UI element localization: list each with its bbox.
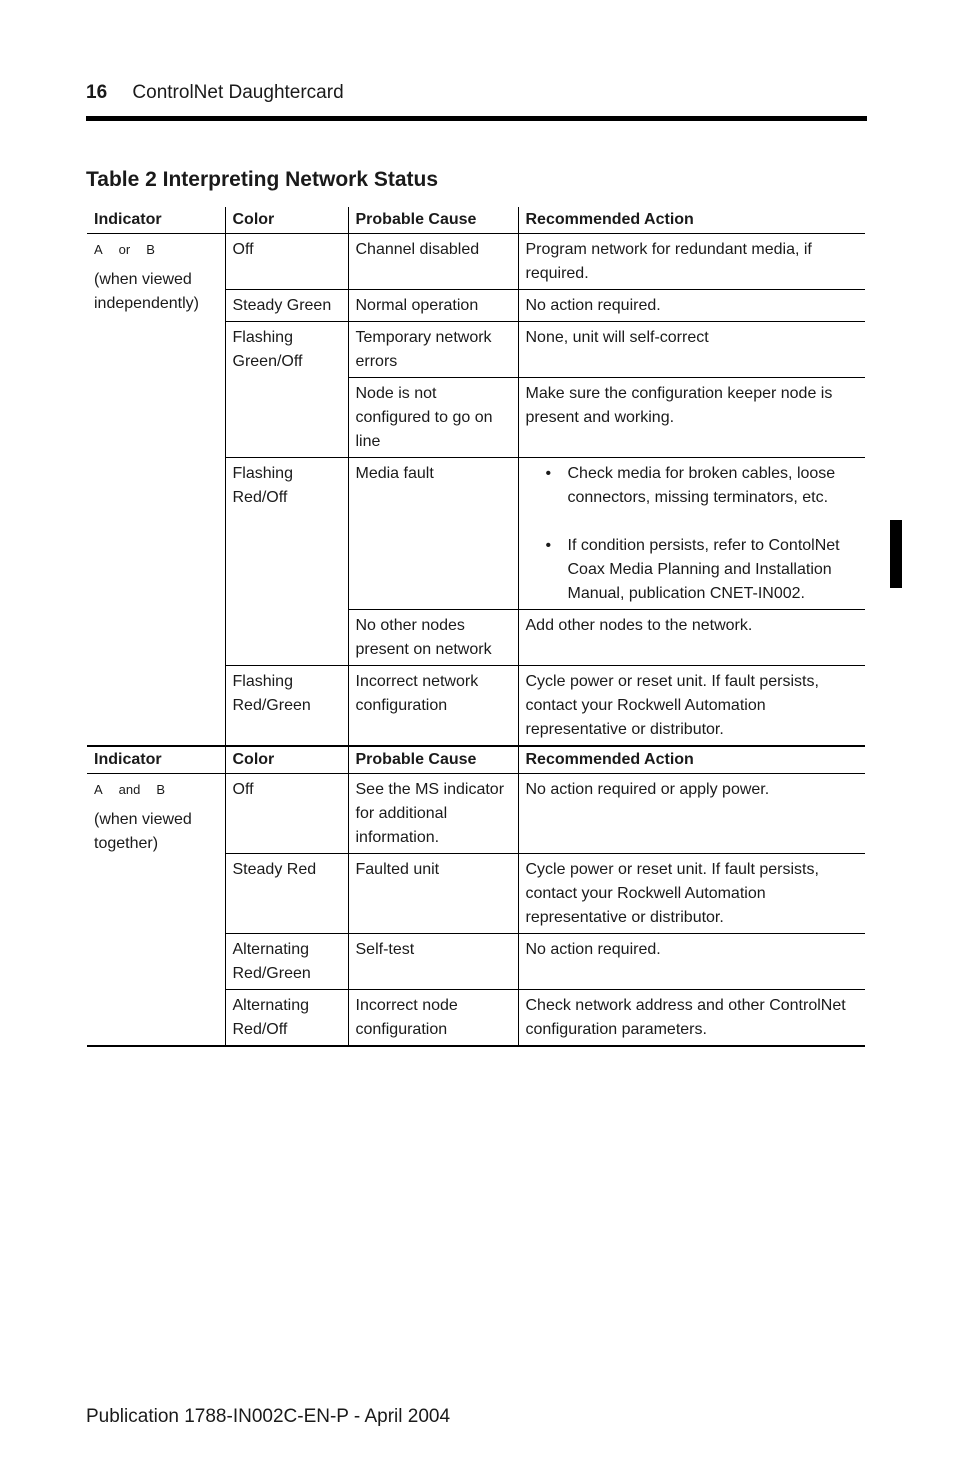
indicator-cell	[87, 234, 225, 747]
action-cell: No action required.	[518, 290, 865, 322]
cause-cell: See the MS indicator for additional information.	[348, 774, 518, 854]
action-cell	[518, 458, 865, 610]
column-header-cause: Probable Cause	[348, 207, 518, 234]
table-header-row	[87, 746, 865, 774]
color-cell: Alternating Red/Green	[225, 934, 348, 990]
column-header-action: Recommended Action	[518, 746, 865, 774]
cause-cell: No other nodes present on network	[348, 610, 518, 666]
color-cell: Flashing Red/Green	[225, 666, 348, 747]
list-item: • If condition persists, refer to ContolNet Coax Media Planning and Installation Manual, publication CNET-IN002.	[546, 534, 859, 606]
action-cell: No action required.	[518, 934, 865, 990]
color-cell: Flashing Red/Off	[225, 458, 348, 666]
color-cell: Steady Red	[225, 854, 348, 934]
network-status-table	[87, 207, 865, 1047]
color-cell: Flashing Green/Off	[225, 322, 348, 458]
cause-cell: Channel disabled	[348, 234, 518, 290]
document-title: ControlNet Daughtercard	[132, 82, 344, 103]
list-item: • Check media for broken cables, loose connectors, missing terminators, etc.	[546, 462, 859, 510]
color-cell: Steady Green	[225, 290, 348, 322]
page-number: 16	[86, 82, 108, 103]
cause-cell: Faulted unit	[348, 854, 518, 934]
action-cell: Check network address and other ControlNet configuration parameters.	[518, 990, 865, 1047]
column-header-indicator: Indicator	[87, 746, 225, 774]
action-cell: Make sure the configuration keeper node is present and working.	[518, 378, 865, 458]
color-cell: Alternating Red/Off	[225, 990, 348, 1047]
cause-cell: Self-test	[348, 934, 518, 990]
cause-cell: Media fault	[348, 458, 518, 610]
cause-cell: Temporary network errors	[348, 322, 518, 378]
cause-cell: Incorrect node configuration	[348, 990, 518, 1047]
action-cell: Program network for redundant media, if required.	[518, 234, 865, 290]
indicator-cell	[87, 774, 225, 1047]
publication-footer: Publication 1788-IN002C-EN-P - April 2004	[86, 1406, 451, 1427]
action-cell: Cycle power or reset unit. If fault persists, contact your Rockwell Automation representative or distributor.	[518, 854, 865, 934]
column-header-color: Color	[225, 207, 348, 234]
cause-cell: Node is not configured to go on line	[348, 378, 518, 458]
action-cell: Add other nodes to the network.	[518, 610, 865, 666]
column-header-cause: Probable Cause	[348, 746, 518, 774]
color-cell: Off	[225, 234, 348, 290]
cause-cell: Normal operation	[348, 290, 518, 322]
action-cell: Cycle power or reset unit. If fault persists, contact your Rockwell Automation representative or distributor.	[518, 666, 865, 747]
column-header-action: Recommended Action	[518, 207, 865, 234]
indicator-note: (when viewed independently)	[94, 271, 199, 312]
page-header	[86, 82, 344, 104]
column-header-color: Color	[225, 746, 348, 774]
header-rule	[86, 116, 867, 121]
table-row	[87, 234, 865, 290]
table-title: Table 2 Interpreting Network Status	[86, 168, 439, 191]
column-header-indicator: Indicator	[87, 207, 225, 234]
action-bullet-list	[526, 462, 859, 606]
indicator-label: A and B	[94, 782, 166, 797]
action-cell: None, unit will self-correct	[518, 322, 865, 378]
color-cell: Off	[225, 774, 348, 854]
table-header-row	[87, 207, 865, 234]
action-cell: No action required or apply power.	[518, 774, 865, 854]
table-row	[87, 774, 865, 854]
indicator-label: A or B	[94, 242, 155, 257]
chapter-tab-marker	[890, 520, 902, 588]
indicator-note: (when viewed together)	[94, 811, 192, 852]
cause-cell: Incorrect network configuration	[348, 666, 518, 747]
